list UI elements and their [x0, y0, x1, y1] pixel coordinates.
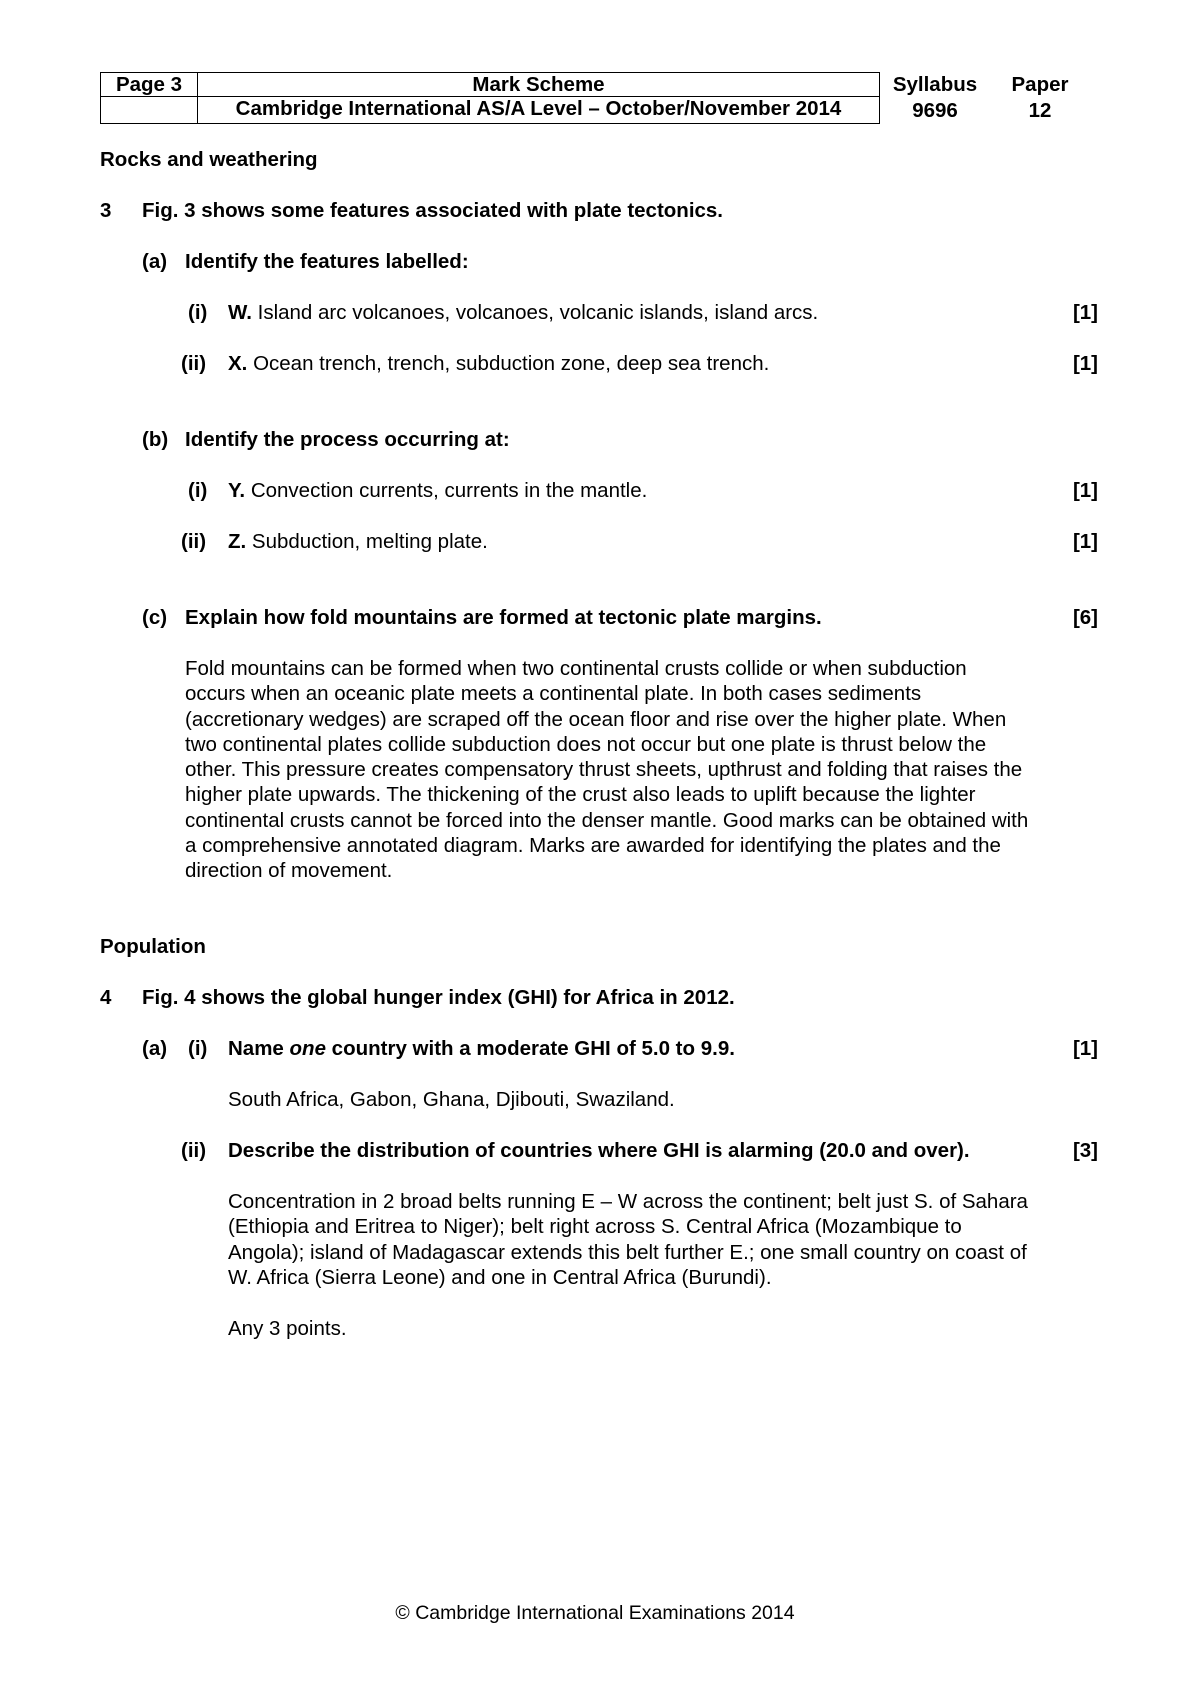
- paper-value: 12: [1028, 99, 1052, 122]
- answer-line: occurs when an oceanic plate meets a continental plate. In both cases sediments: [185, 682, 922, 706]
- section-heading-rocks: Rocks and weathering: [100, 148, 318, 171]
- question-4-number: 4: [100, 986, 112, 1009]
- q3b-i-label: (i): [188, 479, 208, 502]
- header-row-1: [100, 72, 880, 97]
- answer-line: W. Africa (Sierra Leone) and one in Central Africa (Burundi).: [228, 1265, 772, 1289]
- section-heading-population: Population: [100, 935, 206, 958]
- q3b-label: (b): [142, 428, 169, 451]
- q3a-i-answer: W. Island arc volcanoes, volcanoes, volcanic islands, island arcs.: [228, 301, 819, 324]
- q3a-i-mark: [1]: [1072, 301, 1098, 324]
- q4a-label: (a): [142, 1037, 168, 1060]
- footer-copyright: © Cambridge International Examinations 2014: [395, 1602, 795, 1624]
- syllabus-label: Syllabus: [892, 73, 978, 96]
- page-label: Page 3: [100, 72, 198, 97]
- q3a-label: (a): [142, 250, 168, 273]
- q3b-ii-label: (ii): [181, 530, 207, 553]
- header-empty-cell: [100, 97, 198, 124]
- q4a-ii-label: (ii): [181, 1139, 207, 1162]
- answer-line: higher plate upwards. The thickening of the crust also leads to uplift because the lighter: [185, 783, 976, 807]
- answer-line: other. This pressure creates compensatory thrust sheets, upthrust and folding that raises the: [185, 758, 1023, 782]
- q3a-i-label: (i): [188, 301, 208, 324]
- q3a-ii-answer: X. Ocean trench, trench, subduction zone, deep sea trench.: [228, 352, 770, 375]
- paper-label: Paper: [1011, 73, 1069, 96]
- header-row-2: [100, 97, 880, 124]
- q4a-i-label: (i): [188, 1037, 208, 1060]
- q3b-ii-answer: Z. Subduction, melting plate.: [228, 530, 488, 553]
- q3b-ii-mark: [1]: [1072, 530, 1098, 553]
- answer-line: continental crusts cannot be forced into the denser mantle. Good marks can be obtained with: [185, 808, 1029, 832]
- answer-line: two continental plates collide subduction does not occur but one plate is thrust below the: [185, 732, 987, 756]
- q3c-label: (c): [142, 606, 168, 629]
- answer-line: (Ethiopia and Eritrea to Niger); belt right across S. Central Africa (Mozambique to: [228, 1215, 962, 1239]
- question-3-text: Fig. 3 shows some features associated with plate tectonics.: [142, 199, 724, 222]
- answer-line: Angola); island of Madagascar extends this belt further E.; one small country on coast of: [228, 1240, 1027, 1264]
- question-3-number: 3: [100, 199, 112, 222]
- q3c-mark: [6]: [1072, 606, 1098, 629]
- header-title: Mark Scheme: [198, 72, 880, 97]
- answer-line: Concentration in 2 broad belts running E – W across the continent; belt just S. of Sahara: [228, 1190, 1028, 1213]
- q3b-i-mark: [1]: [1072, 479, 1098, 502]
- q3a-ii-label: (ii): [181, 352, 207, 375]
- q4a-i-mark: [1]: [1072, 1037, 1098, 1060]
- q3b-text: Identify the process occurring at:: [185, 428, 510, 451]
- header-subtitle: Cambridge International AS/A Level – October/November 2014: [198, 97, 880, 124]
- q4a-i-answer: South Africa, Gabon, Ghana, Djibouti, Swaziland.: [228, 1088, 675, 1111]
- q4a-ii-text: Describe the distribution of countries where GHI is alarming (20.0 and over).: [228, 1139, 970, 1162]
- answer-line: Fold mountains can be formed when two continental crusts collide or when subduction: [185, 657, 967, 680]
- answer-line: (accretionary wedges) are scraped off the ocean floor and rise over the higher plate. When: [185, 707, 1007, 731]
- question-4-text: Fig. 4 shows the global hunger index (GHI) for Africa in 2012.: [142, 986, 735, 1009]
- q4a-ii-note: Any 3 points.: [228, 1317, 347, 1340]
- q3c-text: Explain how fold mountains are formed at tectonic plate margins.: [185, 606, 822, 629]
- q4a-i-text: Name one country with a moderate GHI of 5.0 to 9.9.: [228, 1037, 735, 1060]
- q3b-i-answer: Y. Convection currents, currents in the mantle.: [228, 479, 648, 502]
- q4a-ii-mark: [3]: [1072, 1139, 1098, 1162]
- q3c-answer: [185, 656, 1028, 884]
- answer-line: a comprehensive annotated diagram. Marks are awarded for identifying the plates and the: [185, 834, 1001, 858]
- q4a-ii-answer: [228, 1189, 1028, 1290]
- syllabus-value: 9696: [912, 99, 958, 122]
- answer-line: direction of movement.: [185, 859, 393, 883]
- q3a-text: Identify the features labelled:: [185, 250, 469, 273]
- q3a-ii-mark: [1]: [1072, 352, 1098, 375]
